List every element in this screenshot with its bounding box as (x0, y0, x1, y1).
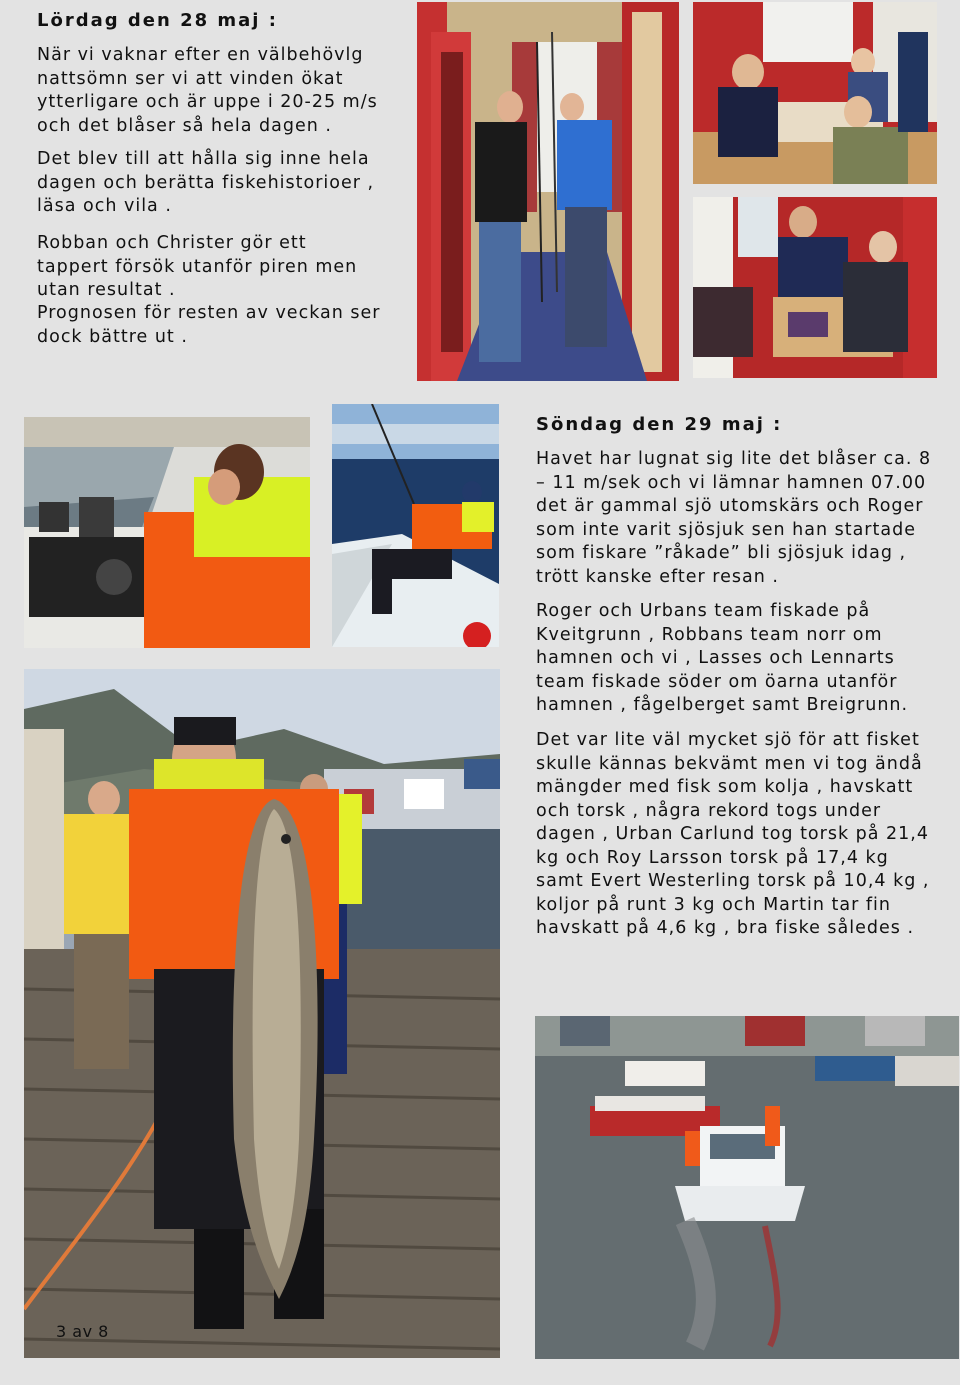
sunday-heading: Söndag den 29 maj : (536, 414, 783, 435)
photo-man-with-cod (24, 669, 500, 1358)
saturday-paragraph-4: Prognosen för resten av veckan ser dock bättre ut . (37, 303, 381, 347)
saturday-paragraph-2: Det blev till att hålla sig inne hela dagen och berätta fiskehistorioer , läsa och vila . (37, 149, 375, 216)
saturday-paragraph-3: Robban och Christer gör ett tappert försök utanför piren men utan resultat . (37, 233, 358, 300)
photo-boat-helm (24, 417, 310, 648)
photo-harbor-boat (535, 1016, 959, 1359)
saturday-paragraph-1: När vi vaknar efter en välbehövlg nattsömn ser vi att vinden ökat ytterligare och är uppe i 20-25 m/s och det blåser så hela dagen . (37, 45, 378, 136)
saturday-heading: Lördag den 28 maj : (37, 10, 278, 31)
photo-cabin-bottom (693, 197, 937, 378)
photo-hallway (417, 2, 679, 381)
photo-fishing-at-sea (332, 404, 499, 647)
page-number: 3 av 8 (56, 1322, 109, 1341)
sunday-paragraph-2: Roger och Urbans team fiskade på Kveitgrunn , Robbans team norr om hamnen och vi , Lasses och Lennarts team fiskade söder om öarna utanför hamnen , fågelberget samt Breigrunn. (536, 601, 909, 715)
sunday-paragraph-3: Det var lite väl mycket sjö för att fisket skulle kännas bekvämt men vi tog ändå mängder med fisk som kolja , havskatt och torsk , några rekord togs under dagen , Urban Carlund tog torsk på 21,4 kg och Roy Larsson torsk på 17,4 kg samt Evert Westerling torsk på 10,4 kg , koljor på runt 3 kg och Martin tar fin havskatt på 4,6 kg , bra fiske således . (536, 730, 930, 938)
photo-cabin-top (693, 2, 937, 184)
sunday-paragraph-1: Havet har lugnat sig lite det blåser ca. 8 – 11 m/sek och vi lämnar hamnen 07.00 det är gammal sjö utomskärs och Roger som inte varit sjösjuk sen han startade som fiskare ”råkade” bli sjösjuk idag , trött kanske efter resan . (536, 449, 932, 587)
